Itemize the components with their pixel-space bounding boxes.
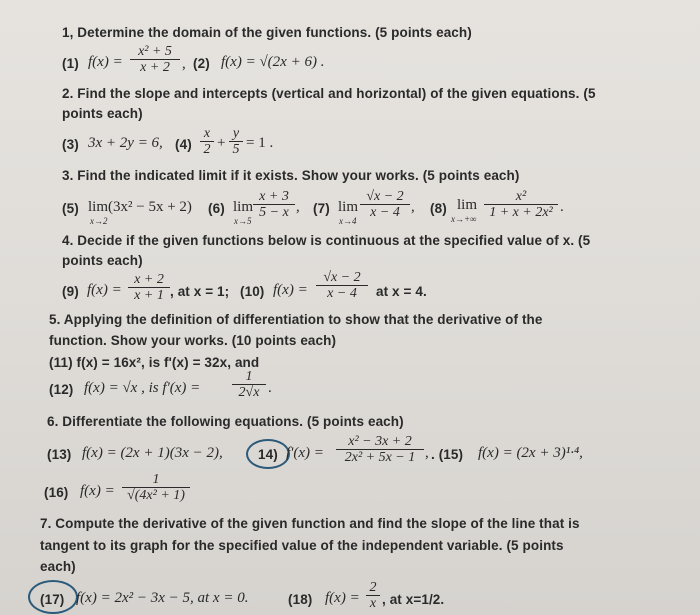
q3-limit7-comma: , [411,199,415,215]
q2-eq4-plus: + [217,135,226,151]
q6-label-13: (13) [47,447,72,462]
q2-heading-line1: 2. Find the slope and intercepts (vertical and horizontal) of the given equations. (5 [62,86,596,101]
q2-label-4: (4) [175,137,192,152]
q6-f14-den: 2x² + 5x − 1 [344,450,416,465]
q3-limit8-lim: lim [457,197,478,213]
q4-label-9: (9) [62,284,79,299]
q4-label-10: (10) [240,284,265,299]
q6-heading: 6. Differentiate the following equations. (5 points each) [47,414,404,429]
q4-f9-rhs: , at x = 1; [170,284,230,299]
q2-heading-line2: points each) [62,106,143,121]
q6-f14-comma: , [425,445,429,461]
q3-limit8-num: x² [484,189,558,205]
q3-limit5-sub: x→2 [90,216,108,226]
q3-limit6-comma: , [296,199,300,215]
q4-f10-num: √x − 2 [316,270,368,286]
q6-f15-expr: f(x) = (2x + 3)¹·⁴, [478,445,583,461]
q3-limit7-sub: x→4 [339,216,357,226]
q5-heading-line1: 5. Applying the definition of differentiation to show that the derivative of the [49,312,543,327]
q4-f10-den: x − 4 [327,286,357,301]
q3-limit6-den: 5 − x [259,205,289,220]
q2-eq4-frac-y [229,126,243,157]
q6-label-16: (16) [44,485,69,500]
q4-f10-lhs: f(x) = [273,282,308,298]
q6-f16-fraction [122,472,190,503]
q4-f9-den: x + 1 [134,288,164,303]
q3-label-8: (8) [430,201,447,216]
q7-f18-fraction [366,580,380,611]
q7-f18-den: x [369,596,377,611]
q3-label-7: (7) [313,201,330,216]
q3-limit6-num: x + 3 [253,189,295,205]
q7-heading-line1: 7. Compute the derivative of the given function and find the slope of the line that is [40,516,580,531]
q5-heading-line2: function. Show your works. (10 points each) [49,333,337,348]
q3-limit8-end: . [560,199,564,215]
q6-f14-lhs: f'(x) = [286,445,324,461]
q1-f1-denominator: x + 2 [140,60,170,75]
q2-eq4-num-x: x [200,126,214,142]
q5-label-12: (12) [49,382,74,397]
q2-eq4-den-2: 2 [203,142,211,157]
q6-f14-num: x² − 3x + 2 [336,434,424,450]
q5-f12-end: . [268,380,272,396]
q6-f16-lhs: f(x) = [80,483,115,499]
q2-eq4-rhs: = 1 . [246,135,274,151]
q1-label-1: (1) [62,56,79,71]
q3-label-5: (5) [62,201,79,216]
q6-f16-den: √(4x² + 1) [127,488,185,503]
q3-label-6: (6) [208,201,225,216]
q7-label-17: (17) [40,592,65,607]
q4-f9-fraction [128,272,170,303]
q6-f16-num: 1 [122,472,190,488]
q3-limit7-lim: lim [338,199,359,215]
q3-limit6-sub: x→5 [234,216,252,226]
q1-f1-lhs: f(x) = [88,54,123,70]
q6-f13-expr: f(x) = (2x + 1)(3x − 2), [82,445,223,461]
q1-f1-fraction [130,44,180,75]
q7-f18-lhs: f(x) = [325,590,360,606]
q1-f2-expr: f(x) = √(2x + 6) . [221,54,325,70]
q3-limit6-lim: lim [233,199,254,215]
q7-f18-num: 2 [366,580,380,596]
q3-limit6-fraction [253,189,295,220]
q2-eq4-den-5: 5 [232,142,240,157]
q2-label-3: (3) [62,137,79,152]
q4-f9-lhs: f(x) = [87,282,122,298]
q6-label-14: 14) [258,447,278,462]
q7-heading-line3: each) [40,559,76,574]
q3-limit8-den: 1 + x + 2x² [489,205,553,220]
q7-f17-expr: f(x) = 2x² − 3x − 5, at x = 0. [76,590,249,606]
q1-label-2: (2) [193,56,210,71]
q1-heading: 1, Determine the domain of the given functions. (5 points each) [62,25,472,40]
q4-heading-line1: 4. Decide if the given functions below is continuous at the specified value of x. (5 [62,233,591,248]
q6-label-15: . (15) [431,447,464,462]
q3-limit8-fraction [484,189,558,220]
q4-f9-num: x + 2 [128,272,170,288]
q5-item-11: (11) f(x) = 16x², is f'(x) = 32x, and [49,355,260,370]
q4-heading-line2: points each) [62,253,143,268]
q2-eq4-num-y: y [229,126,243,142]
q3-limit8-sub: x→+∞ [451,214,477,224]
q4-f10-fraction [316,270,368,301]
q3-limit5-expr: lim(3x² − 5x + 2) [88,199,192,215]
q3-limit7-fraction [360,189,410,220]
q1-f1-comma: , [182,56,186,72]
q5-f12-num: 1 [232,369,266,385]
q3-heading: 3. Find the indicated limit if it exists. Show your works. (5 points each) [62,168,520,183]
q7-heading-line2: tangent to its graph for the specified value of the independent variable. (5 points [40,538,564,553]
q3-limit7-den: x − 4 [370,205,400,220]
q2-eq4-frac-x [200,126,214,157]
q2-eq3: 3x + 2y = 6, [88,135,163,151]
q5-f12-den: 2√x [238,385,260,400]
q3-limit7-num: √x − 2 [360,189,410,205]
q5-f12-expr: f(x) = √x , is f'(x) = [84,380,201,396]
q4-f10-rhs: at x = 4. [376,284,427,299]
q7-f18-rhs: , at x=1/2. [382,592,445,607]
q1-f1-numerator: x² + 5 [130,44,180,60]
q7-label-18: (18) [288,592,313,607]
q6-f14-fraction [336,434,424,465]
q5-f12-fraction [232,369,266,400]
